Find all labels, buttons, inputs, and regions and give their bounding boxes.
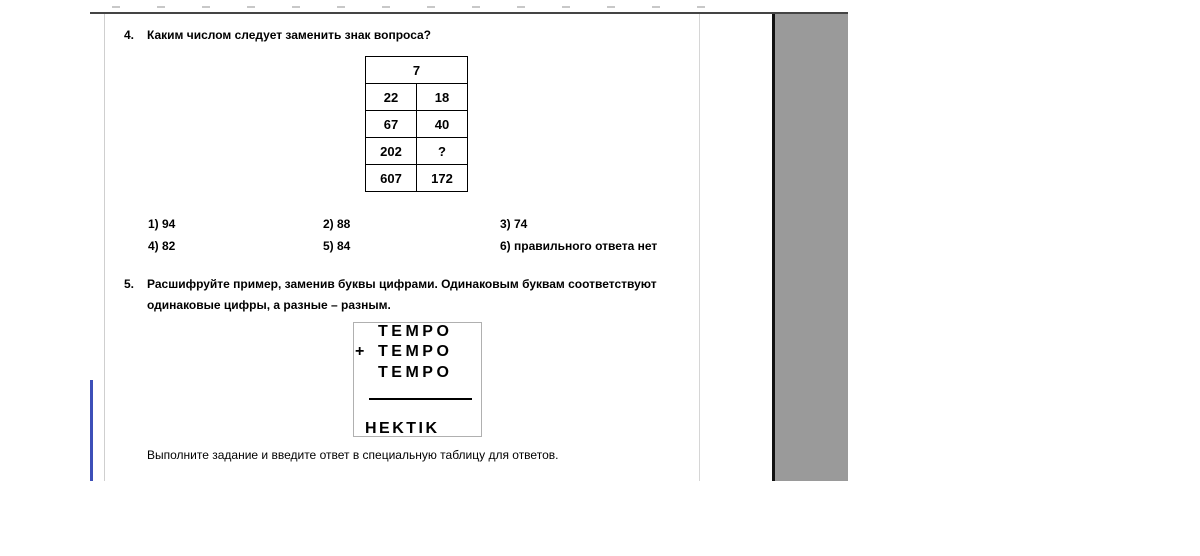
ruler-tick [472, 6, 480, 8]
table-cell: 40 [417, 111, 468, 138]
number-table [365, 56, 468, 192]
table-cell: 22 [366, 84, 417, 111]
question-number: 4. [124, 28, 135, 42]
page-margin-left [104, 14, 105, 481]
scroll-marker[interactable] [90, 380, 93, 481]
question-text-line-2: одинаковые цифры, а разные – разным. [147, 298, 391, 312]
answer-option-4: 4) 82 [148, 239, 176, 253]
ruler-tick [157, 6, 165, 8]
question-number: 5. [124, 277, 135, 291]
table-cell: 202 [366, 138, 417, 165]
puzzle-term-3: TEMPO [378, 364, 453, 381]
instruction-note: Выполните задание и введите ответ в специальную таблицу для ответов. [147, 448, 559, 462]
answer-option-6: 6) правильного ответа нет [500, 239, 658, 253]
ruler-tick [112, 6, 120, 8]
puzzle-result: HEKTIK [365, 420, 440, 437]
sum-line [369, 398, 472, 400]
workspace-background [775, 14, 848, 481]
answer-option-1: 1) 94 [148, 217, 176, 231]
ruler-tick [607, 6, 615, 8]
table-row [366, 57, 468, 84]
ruler-tick [697, 6, 705, 8]
ruler-tick [382, 6, 390, 8]
plus-sign: + [355, 343, 365, 360]
answer-option-5: 5) 84 [323, 239, 351, 253]
question-text: Каким числом следует заменить знак вопроса? [147, 28, 432, 42]
ruler-tick [652, 6, 660, 8]
ruler-tick [202, 6, 210, 8]
ruler-tick [247, 6, 255, 8]
ruler-tick [427, 6, 435, 8]
answer-option-3: 3) 74 [500, 217, 528, 231]
table-row [366, 111, 468, 138]
ruler-tick [292, 6, 300, 8]
table-cell: ? [417, 138, 468, 165]
question-text-line-1: Расшифруйте пример, заменив буквы цифрами. Одинаковым буквам соответствуют [147, 277, 657, 291]
cryptarithm-box [353, 322, 482, 437]
page-margin-right [699, 14, 700, 481]
table-row [366, 84, 468, 111]
page-top-border [90, 0, 848, 14]
ruler-tick [337, 6, 345, 8]
table-cell: 607 [366, 165, 417, 192]
table-cell: 67 [366, 111, 417, 138]
table-cell: 18 [417, 84, 468, 111]
puzzle-term-2: TEMPO [378, 343, 453, 360]
document-viewport [90, 0, 848, 481]
table-cell: 172 [417, 165, 468, 192]
table-row [366, 165, 468, 192]
ruler-tick [517, 6, 525, 8]
question-4 [124, 27, 724, 43]
table-header-cell: 7 [366, 57, 468, 84]
table-row [366, 138, 468, 165]
puzzle-term-1: TEMPO [378, 323, 453, 340]
answer-option-2: 2) 88 [323, 217, 351, 231]
ruler-tick [562, 6, 570, 8]
question-5 [124, 276, 724, 292]
